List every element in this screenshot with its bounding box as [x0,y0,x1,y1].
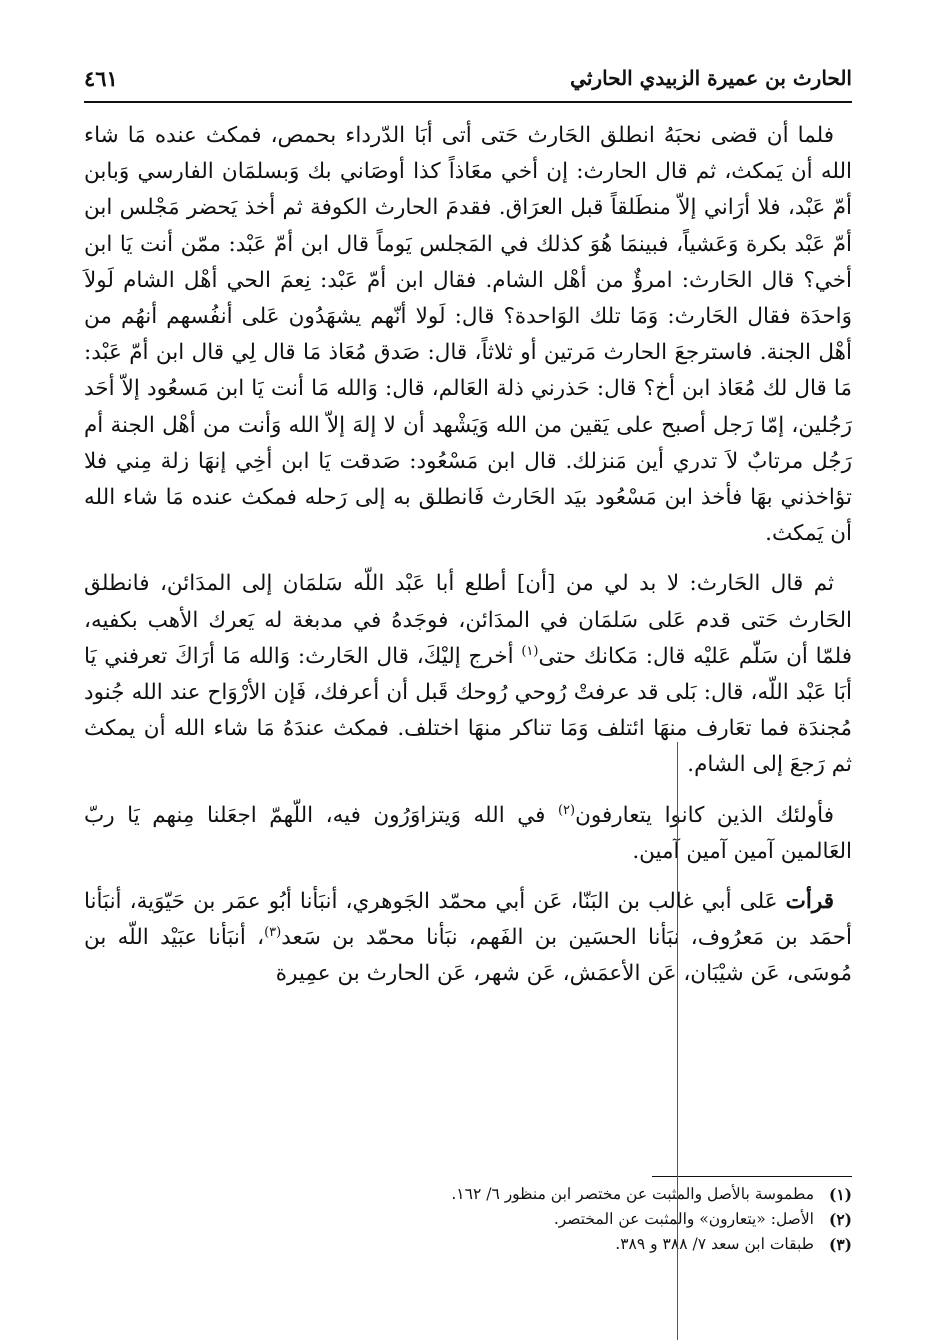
footnote-item [84,1232,852,1257]
paragraph-3 [84,798,852,870]
footnote-ref-3[interactable]: (٣) [264,925,282,941]
footnote-item [84,1207,852,1232]
footnote-text: طبقات ابن سعد ٧/ ٣٨٨ و ٣٨٩. [615,1235,814,1253]
running-title: الحارث بن عميرة الزبيدي الحارثي [570,66,852,90]
footnote-ref-1[interactable]: (١) [521,643,539,659]
paragraph-2 [84,566,852,783]
paragraph-3-text-b: في الله وَيتزاوَرُون فيه، اللّهمّ اجعَلنا مِنهم يَا ربّ العَالمين آمين آمين آمين. [84,802,852,864]
paragraph-2-text-a: ثم قال الحَارث: لا بد لي من [أن] أطلع أبا عَبْد اللّه سَلمَان إلى المدَائن، فانطلق الحَارث حَتى قدم عَلى سَلمَان في المدَائن، فوجَدهُ في مدبغة له يَعرك الأهب بكفيه، فلمّا أن سَلّم عَليْه قال: مَكانك حتى [84,571,852,669]
paragraph-4-text-b: ، أنبَأنا عبَيْد اللّه بن مُوسَى، عَن شيْبَان، عَن الأعمَش، عَن شهر، عَن الحارث بن عمِيرة [84,925,852,987]
paragraph-2-text-b: أخرج إليْكَ، قال الحَارث: وَالله مَا أرَاكَ تعرفني يَا أبَا عَبْد اللّه، قال: بَلى قد عرفتْ رُوحي رُوحك قَبل أن أعرفك، فَإن الأرْوَاح عند الله جُنود مُجندَة فما تعَارف منهَا ائتلف وَمَا تناكر منهَا اختلف. فمكث عندَهُ مَا شاء الله أن يمكث ثم رَجعَ إلى الشام. [84,643,852,778]
main-text [84,118,852,1007]
footnote-number: (٣) [828,1235,852,1254]
paragraph-4-text-a: عَلى أبي غالب بن البَنّا، عَن أبي محمّد الجَوهري، أنبَأنا أبُو عمَر بن حَيّوَية، أنبَأنا أحمَد بن مَعرُوف، نبَأنا الحسَين بن الفَهم، نبَأنا محمّد بن سَعد [84,889,852,951]
footnote-number: (٢) [828,1210,852,1229]
paragraph-4-lead: قرأت [785,889,834,915]
footnote-rule [652,1176,852,1177]
footnote-text: مطموسة بالأصل والمثبت عن مختصر ابن منظور ٦/ ١٦٢. [451,1185,814,1203]
footnotes [84,1182,852,1257]
header-rule [84,101,852,103]
footnote-ref-2[interactable]: (٢) [557,802,576,818]
paragraph-4 [84,884,852,993]
page-header [84,60,852,96]
paragraph-1: فلما أن قضى نحبَهُ انطلق الحَارث حَتى أتى أبَا الدّرداء بحمص، فمكث عنده مَا شاء الله أن يَمكث، ثم قال الحارث: إن أخي معَاذاً كذا أوصَاني بك وَبسلمَان الفارسي وَبابن أمّ عَبْد، فلا أرَاني إلاّ منطَلقاً قبل العرَاق. فقدمَ الحارث الكوفة ثم أخذ يَحضر مَجْلس ابن أمّ عَبْد بكرة وَعَشياً، فبينمَا هُوَ كذلك في المَجلس يَوماً قال ابن أمّ عَبْد: ممّن أنت يَا ابن أخي؟ قال الحَارث: امرؤٌ من أهْل الشام. فقال ابن أمّ عَبْد: نِعمَ الحي أهْل الشام لَولاَ وَاحدَة فقال الحَارث: وَمَا تلك الوَاحدة؟ قال: لَولا أنّهم يشهَدُون عَلى أنفُسهم أنهُم من أهْل الجنة. فاسترجعَ الحارث مَرتين أو ثلاثاً، قال: صَدق مُعَاذ مَا قال لِي قال ابن أمّ عَبْد: مَا قال لك مُعَاذ ابن أخ؟ قال: حَذرني ذلة العَالم، قال: وَالله مَا أنت يَا ابن مَسعُود إلاّ أحَد رَجُلين، إمّا رَجل أصبح على يَقين من الله وَيَشْهد أن لا إلهَ إلاّ الله وَأنت من أهْل الجنة أم رَجُل مرتابٌ لاَ تدري أين مَنزلك. قال ابن مَسْعُود: صَدقت يَا ابن أخِي إنهَا زلة مِني فلا تؤاخذني بهَا فأخذ ابن مَسْعُود بيَد الحَارث فَانطلق به إلى رَحله فمكث عنده مَا شاء الله أن يَمكث. [84,123,852,547]
footnote-number: (١) [828,1185,852,1204]
scan-fold-line [677,742,678,1340]
footnote-text: الأصل: «يتعارون» والمثبت عن المختصر. [553,1210,814,1228]
footnote-item [84,1182,852,1207]
paragraph-3-text-a: فأولئك الذين كانوا يتعارفون [575,802,834,828]
page-number: ٤٦١ [84,65,118,91]
